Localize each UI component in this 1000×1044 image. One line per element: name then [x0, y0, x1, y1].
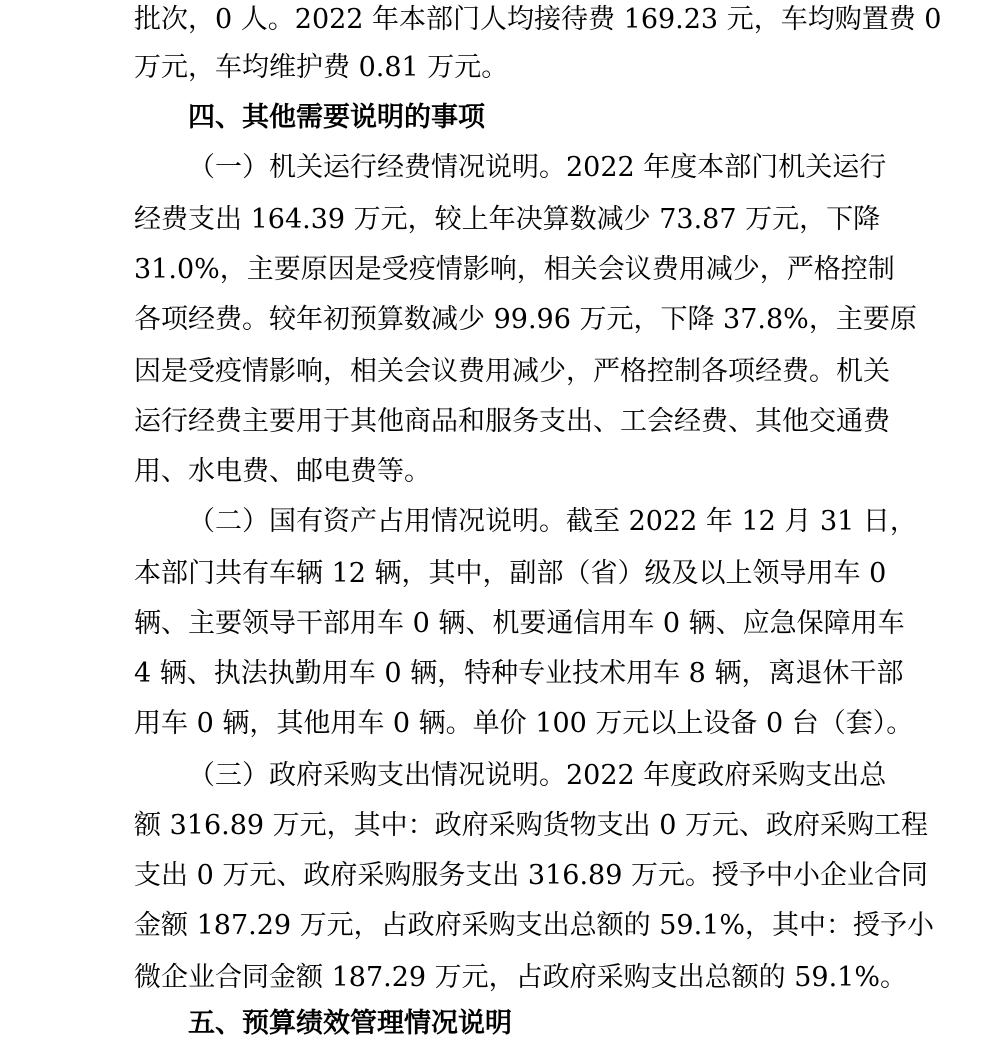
section-heading-performance: 五、预算绩效管理情况说明 [188, 1008, 512, 1039]
paragraph-line: 用车 0 辆，其他用车 0 辆。单价 100 万元以上设备 0 台（套）。 [134, 708, 914, 739]
paragraph-line: 因是受疫情影响，相关会议费用减少，严格控制各项经费。机关 [134, 356, 890, 387]
paragraph-line: 4 辆、执法执勤用车 0 辆，特种专业技术用车 8 辆，离退休干部 [134, 658, 904, 689]
paragraph-line: 支出 0 万元、政府采购服务支出 316.89 万元。授予中小企业合同 [134, 860, 928, 891]
paragraph-line: 用、水电费、邮电费等。 [134, 456, 431, 487]
paragraph-line: （一）机关运行经费情况说明。2022 年度本部门机关运行 [188, 152, 887, 183]
paragraph-line: （二）国有资产占用情况说明。截至 2022 年 12 月 31 日， [188, 506, 917, 537]
paragraph-line: （三）政府采购支出情况说明。2022 年度政府采购支出总 [188, 760, 887, 791]
paragraph-line: 31.0%，主要原因是受疫情影响，相关会议费用减少，严格控制 [134, 254, 895, 285]
paragraph-line: 本部门共有车辆 12 辆，其中，副部（省）级及以上领导用车 0 [134, 558, 887, 589]
paragraph-line: 经费支出 164.39 万元，较上年决算数减少 73.87 万元，下降 [134, 204, 881, 235]
paragraph-line: 万元，车均维护费 0.81 万元。 [134, 52, 509, 83]
paragraph-line: 批次，0 人。2022 年本部门人均接待费 169.23 元，车均购置费 0 [134, 4, 942, 35]
paragraph-line: 额 316.89 万元，其中：政府采购货物支出 0 万元、政府采购工程 [134, 810, 928, 841]
paragraph-line: 微企业合同金额 187.29 万元，占政府采购支出总额的 59.1%。 [134, 962, 907, 993]
paragraph-line: 辆、主要领导干部用车 0 辆、机要通信用车 0 辆、应急保障用车 [134, 608, 905, 639]
paragraph-line: 金额 187.29 万元，占政府采购支出总额的 59.1%，其中：授予小 [134, 910, 934, 941]
section-heading-other-matters: 四、其他需要说明的事项 [188, 102, 485, 133]
paragraph-line: 各项经费。较年初预算数减少 99.96 万元，下降 37.8%，主要原 [134, 304, 917, 335]
paragraph-line: 运行经费主要用于其他商品和服务支出、工会经费、其他交通费 [134, 406, 890, 437]
